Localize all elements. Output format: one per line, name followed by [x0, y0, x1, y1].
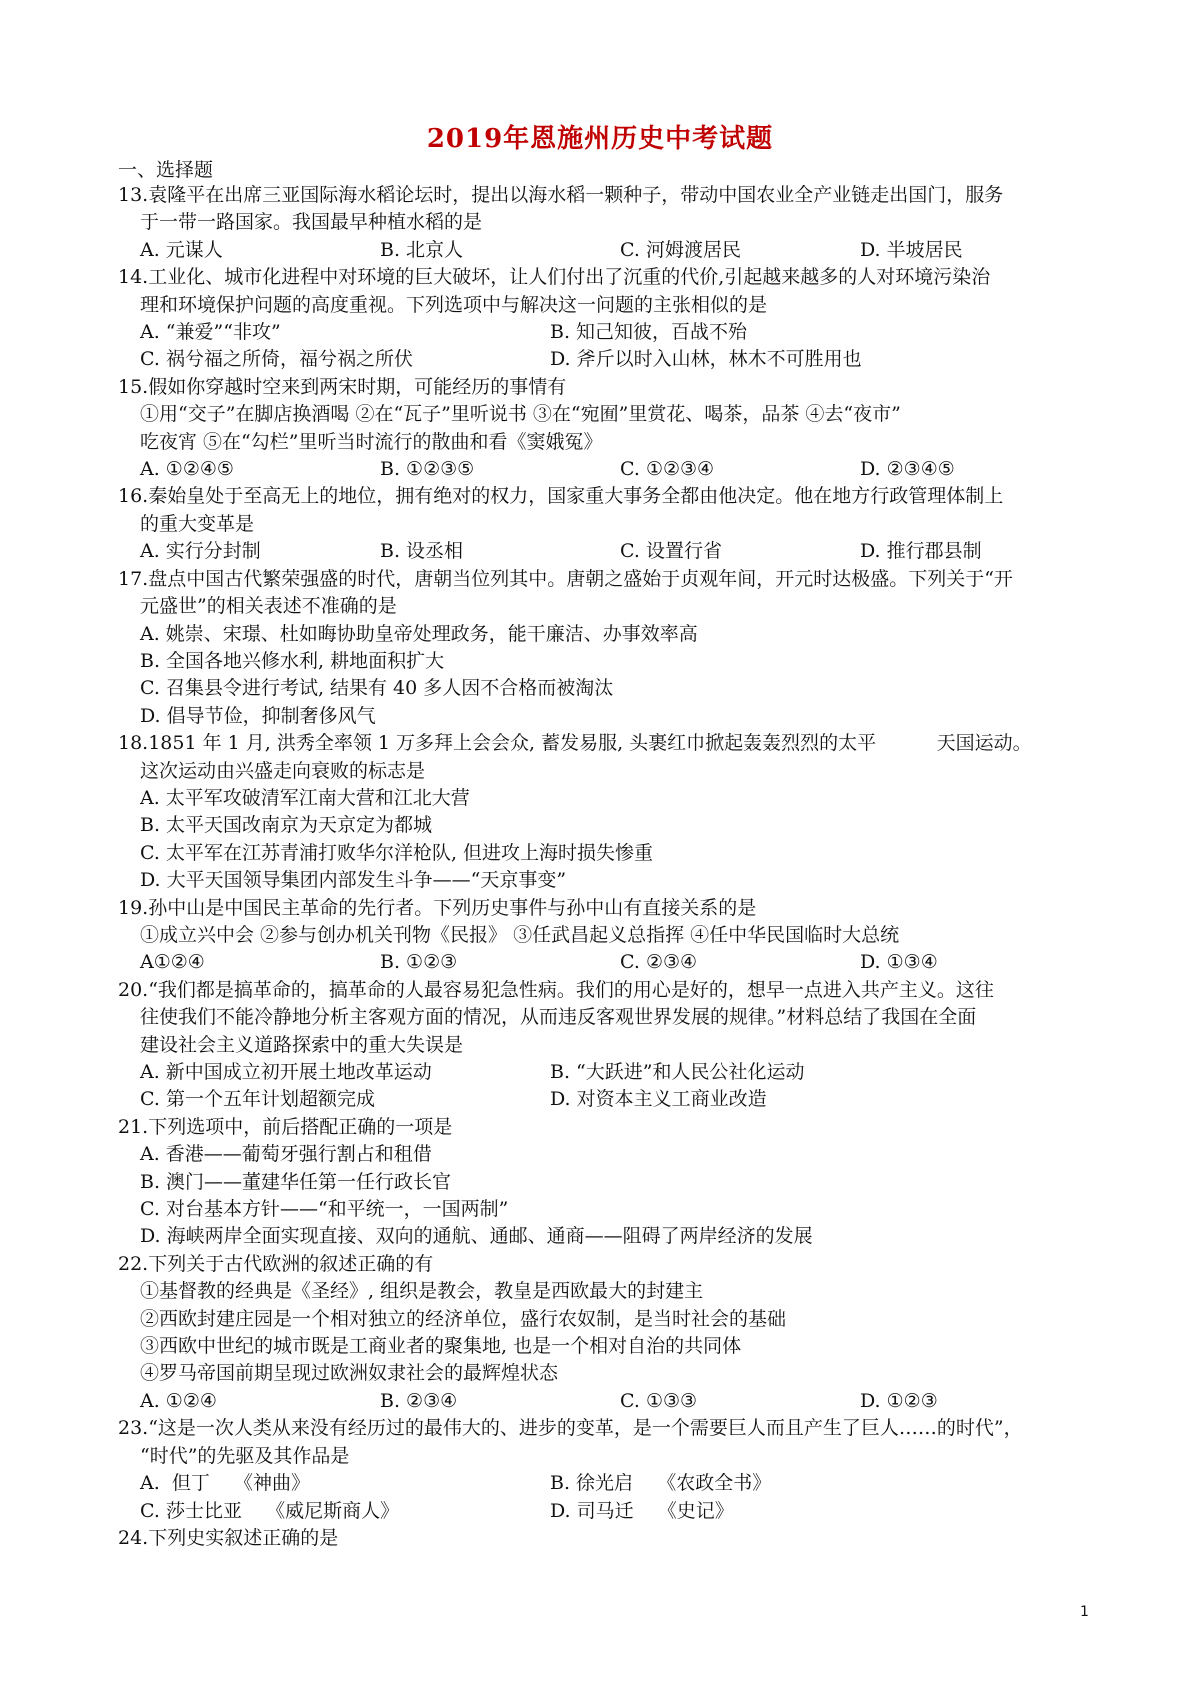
question-21: [118, 1114, 1098, 1251]
options-row: [118, 1059, 1098, 1086]
question-stem-cont: 理和环境保护问题的高度重视。下列选项中与解决这一问题的主张相似的是: [140, 293, 768, 316]
option-a: A. 香港——葡萄牙强行割占和租借: [140, 1143, 432, 1166]
question-22: [118, 1251, 1098, 1415]
option-c: C. ②③④: [620, 951, 698, 974]
question-19: [118, 895, 1098, 977]
option-b: B. 太平天国改南京为天京定为都城: [140, 814, 433, 837]
question-stem-cont: 元盛世”的相关表述不准确的是: [140, 595, 397, 618]
option-b: B. ①②③⑤: [380, 458, 475, 481]
section-heading: 一、选择题: [118, 159, 214, 181]
option-d: D. 半坡居民: [860, 238, 963, 261]
question-15: [118, 374, 1098, 484]
option-a: A. 太平军攻破清军江南大营和江北大营: [140, 786, 470, 809]
option-d: D. 推行郡县制: [860, 540, 982, 563]
option-b: B. 全国各地兴修水利, 耕地面积扩大: [140, 649, 445, 672]
question-18: [118, 730, 1098, 894]
question-stem-cont: 的重大变革是: [140, 512, 255, 535]
option-a: A. ①②④: [140, 1389, 217, 1412]
question-stem-cont: “时代”的先驱及其作品是: [140, 1444, 350, 1467]
option-c: C. 第一个五年计划超额完成: [140, 1088, 375, 1111]
question-stem: 21.下列选项中，前后搭配正确的一项是: [118, 1115, 453, 1138]
statement-line: ①基督教的经典是《圣经》, 组织是教会，教皇是西欧最大的封建主: [140, 1280, 704, 1303]
question-stem-cont: 于一带一路国家。我国最早种植水稻的是: [140, 211, 483, 234]
option-b: B. 北京人: [380, 238, 464, 261]
option-c: C. 河姆渡居民: [620, 238, 741, 261]
statement-line: ③西欧中世纪的城市既是工商业者的聚集地, 也是一个相对自治的共同体: [140, 1335, 742, 1358]
question-23: [118, 1415, 1098, 1525]
option-a: A. “兼爱”“非攻”: [140, 321, 281, 344]
option-b: B. 徐光启 《农政全书》: [550, 1472, 772, 1495]
option-a: A. 实行分封制: [140, 540, 261, 563]
question-stem: 23.“这是一次人类从来没有经历过的最伟大的、进步的变革，是一个需要巨人而且产生了巨人……的时代”，: [118, 1417, 1023, 1440]
statement-line: 吃夜宵 ⑤在“勾栏”里听当时流行的散曲和看《窦娥冤》: [140, 430, 603, 453]
options-row: [118, 1086, 1098, 1113]
statement-line: ②西欧封建庄园是一个相对独立的经济单位，盛行农奴制，是当时社会的基础: [140, 1307, 787, 1330]
question-14: [118, 264, 1098, 374]
question-20: [118, 977, 1098, 1114]
option-c: C. ①③③: [620, 1389, 698, 1412]
options-row: [118, 1470, 1098, 1497]
option-b: B. “大跃进”和人民公社化运动: [550, 1061, 805, 1083]
page-title: 2019年恩施州历史中考试题: [426, 124, 774, 154]
option-a: A. 姚崇、宋璟、杜如晦协助皇帝处理政务，能干廉洁、办事效率高: [140, 622, 698, 645]
question-stem: 18.1851 年 1 月, 洪秀全率领 1 万多拜上会会众, 蓄发易服, 头裹红巾掀起轰轰烈烈的太平 天国运动。: [118, 732, 1032, 755]
option-d: D. ②③④⑤: [860, 458, 955, 481]
option-a: A. ①②④⑤: [140, 458, 234, 481]
question-stem: 13.袁隆平在出席三亚国际海水稻论坛时，提出以海水稻一颗种子，带动中国农业全产业链走出国门，服务: [118, 184, 1004, 206]
question-stem: 14.工业化、城市化进程中对环境的巨大破坏，让人们付出了沉重的代价,引起越来越多的人对环境污染治: [118, 266, 991, 289]
options-row: [118, 237, 1098, 264]
option-c: C. ①②③④: [620, 458, 715, 481]
question-stem: 17.盘点中国古代繁荣强盛的时代，唐朝当位列其中。唐朝之盛始于贞观年间，开元时达极盛。下列关于“开: [118, 567, 1013, 590]
option-a: A. 元谋人: [140, 238, 223, 261]
question-24: [118, 1525, 1098, 1552]
statement-line: ④罗马帝国前期呈现过欧洲奴隶社会的最辉煌状态: [140, 1362, 559, 1385]
option-b: B. ②③④: [380, 1389, 458, 1412]
option-d: D. 大平天国领导集团内部发生斗争——“天京事变”: [140, 869, 567, 892]
question-stem: 19.孙中山是中国民主革命的先行者。下列历史事件与孙中山有直接关系的是: [118, 896, 757, 919]
option-c: C. 召集县令进行考试, 结果有 40 多人因不合格而被淘汰: [140, 677, 614, 700]
options-row: [118, 456, 1098, 483]
option-d: D. ①②③: [860, 1389, 938, 1412]
options-row: [118, 1388, 1098, 1415]
question-stem: 24.下列史实叙述正确的是: [118, 1526, 339, 1549]
option-c: C. 祸兮福之所倚，福兮祸之所伏: [140, 348, 413, 371]
option-d: D. 倡导节俭，抑制奢侈风气: [140, 704, 376, 727]
question-stem-cont: 建设社会主义道路探索中的重大失误是: [140, 1033, 464, 1056]
option-b: B. 知己知彼，百战不殆: [550, 321, 748, 344]
question-16: [118, 483, 1098, 565]
statement-line: ①用“交子”在脚店换酒喝 ②在“瓦子”里听说书 ③在“宛囿”里赏花、喝茶，品茶 ④去“夜市”: [140, 403, 901, 426]
question-list: [118, 182, 1098, 1552]
option-c: C. 对台基本方针——“和平统一，一国两制”: [140, 1198, 509, 1221]
question-stem: 16.秦始皇处于至高无上的地位，拥有绝对的权力，国家重大事务全都由他决定。他在地方行政管理体制上: [118, 485, 1004, 508]
question-13: [118, 182, 1098, 264]
option-c: C. 设置行省: [620, 540, 722, 563]
option-d: D. 海峡两岸全面实现直接、双向的通航、通邮、通商——阻碍了两岸经济的发展: [140, 1225, 813, 1248]
option-d: D. 司马迁 《史记》: [550, 1499, 734, 1522]
options-row: [118, 319, 1098, 346]
option-a: A①②④: [140, 951, 205, 974]
option-d: D. 对资本主义工商业改造: [550, 1088, 767, 1111]
option-a: A. 但丁 《神曲》: [140, 1472, 310, 1495]
option-b: B. 设丞相: [380, 540, 464, 563]
options-row: [118, 538, 1098, 565]
question-17: [118, 566, 1098, 730]
question-stem: 15.假如你穿越时空来到两宋时期，可能经历的事情有: [118, 375, 567, 398]
option-b: B. ①②③: [380, 951, 458, 974]
options-row: [118, 949, 1098, 976]
question-stem-cont: 这次运动由兴盛走向衰败的标志是: [140, 759, 426, 782]
option-c: C. 莎士比亚 《威尼斯商人》: [140, 1499, 400, 1522]
option-d: D. ①③④: [860, 951, 938, 974]
options-row: [118, 1498, 1098, 1525]
option-a: A. 新中国成立初开展土地改革运动: [140, 1061, 432, 1083]
question-stem-cont: 往使我们不能冷静地分析主客观方面的情况，从而违反客观世界发展的规律。”材料总结了我国在全面: [140, 1006, 977, 1029]
option-c: C. 太平军在江苏青浦打败华尔洋枪队, 但进攻上海时损失惨重: [140, 841, 654, 864]
page-number: 1: [1080, 1604, 1089, 1620]
option-b: B. 澳门——董建华任第一任行政长官: [140, 1170, 452, 1193]
option-d: D. 斧斤以时入山林，林木不可胜用也: [550, 348, 862, 371]
question-stem: 22.下列关于古代欧洲的叙述正确的有: [118, 1252, 434, 1275]
question-stem: 20.“我们都是搞革命的，搞革命的人最容易犯急性病。我们的用心是好的，想早一点进入共产主义。这往: [118, 978, 994, 1001]
statement-line: ①成立兴中会 ②参与创办机关刊物《民报》 ③任武昌起义总指挥 ④任中华民国临时大总统: [140, 923, 900, 946]
options-row: [118, 346, 1098, 373]
